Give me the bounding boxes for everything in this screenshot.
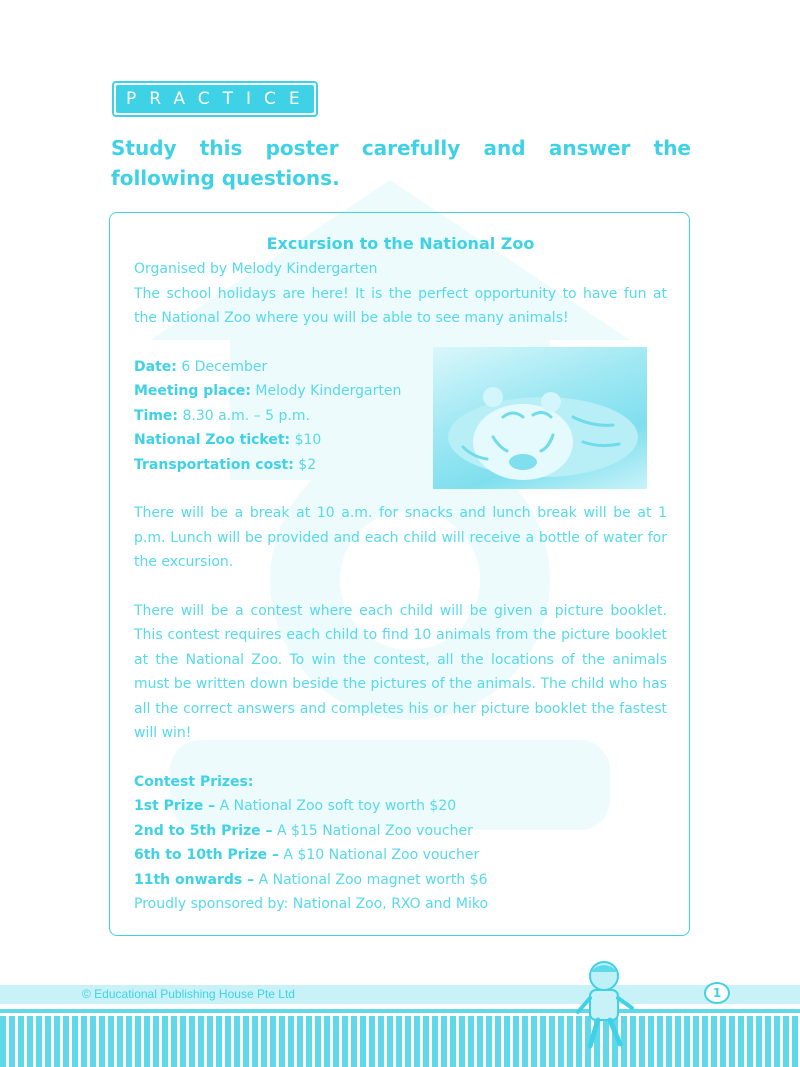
boy-mascot-icon [574, 958, 636, 1054]
page-number: 1 [704, 982, 730, 1004]
poster [109, 212, 690, 936]
poster-sponsors: Proudly sponsored by: National Zoo, RXO and Miko [134, 896, 489, 912]
prize-1st: 1st Prize – A National Zoo soft toy worth $20 [134, 798, 457, 814]
poster-content [134, 231, 667, 917]
poster-intro: The school holidays are here! It is the perfect opportunity to have fun at the National Zoo where you will be able to see many animals! [134, 285, 667, 326]
detail-ticket: National Zoo ticket: $10 [134, 432, 322, 448]
footer-stripe-line [0, 1009, 800, 1013]
excursion-details [134, 355, 424, 478]
poster-contest-info: There will be a contest where each child will be given a picture booklet. This contest requires each child to find 10 animals from the picture booklet at the National Zoo. To win the contest, all the locations of the animals must be written down beside the pictures of the animals. The child who has all the correct answers and completes his or her picture booklet the fastest will win! [134, 602, 667, 741]
poster-break-info: There will be a break at 10 a.m. for snacks and lunch break will be at 1 p.m. Lunch will be provided and each child will receive a bottle of water for the excursion. [134, 505, 667, 570]
prize-11th-onwards: 11th onwards – A National Zoo magnet worth $6 [134, 871, 488, 888]
tiger-icon [433, 347, 647, 489]
prize-2nd-5th: 2nd to 5th Prize – A $15 National Zoo voucher [134, 822, 473, 839]
detail-transport: Transportation cost: $2 [134, 456, 317, 473]
detail-time: Time: 8.30 a.m. – 5 p.m. [134, 407, 310, 424]
poster-title: Excursion to the National Zoo [266, 234, 535, 253]
practice-badge-label: PRACTICE 1 [116, 85, 314, 113]
poster-organiser: Organised by Melody Kindergarten [134, 261, 378, 277]
prizes-heading: Contest Prizes: [134, 773, 254, 790]
instruction-text: Study this poster carefully and answer the following questions. [111, 136, 691, 190]
detail-date: Date: 6 December [134, 358, 268, 375]
prize-6th-10th: 6th to 10th Prize – A $10 National Zoo voucher [134, 847, 480, 863]
copyright-text: © Educational Publishing House Pte Ltd [82, 987, 295, 1001]
tiger-photo [433, 347, 647, 489]
detail-meeting-place: Meeting place: Melody Kindergarten [134, 383, 402, 399]
footer-stripes [0, 1016, 800, 1067]
practice-badge [112, 81, 355, 117]
